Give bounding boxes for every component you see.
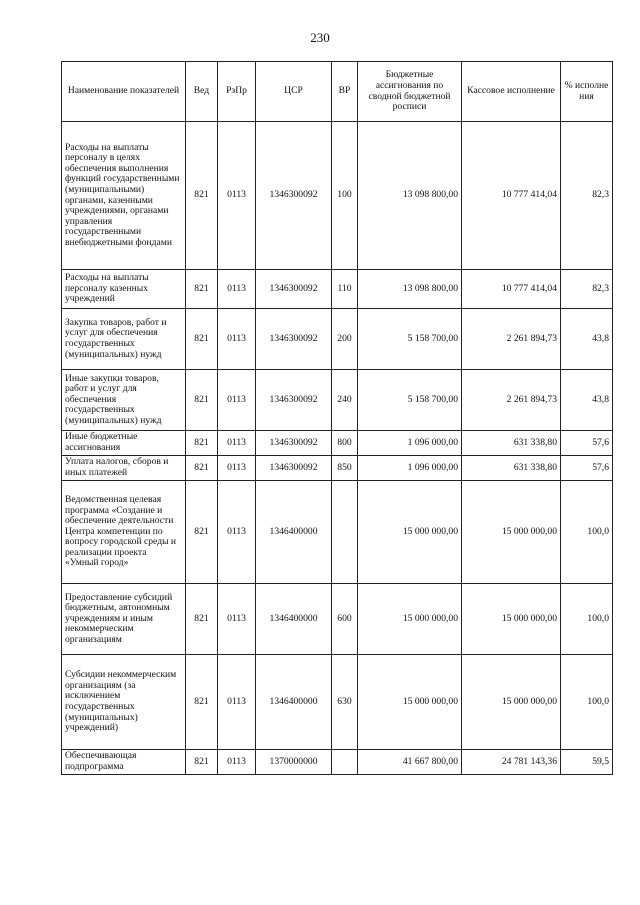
table-row — [62, 122, 613, 270]
cell-cash-execution: 15 000 000,00 — [462, 655, 561, 750]
cell-cash-execution: 2 261 894,73 — [462, 370, 561, 431]
cell-percent: 59,5 — [561, 750, 613, 775]
cell-rzpr: 0113 — [218, 431, 256, 456]
table-header-row — [62, 62, 613, 122]
table-row — [62, 584, 613, 655]
cell-name: Ведомственная целевая программа «Создание и обеспечение деятельности Центра компетенции по вопросу городской среды и реализации проекта «Умный город» — [62, 481, 186, 584]
budget-execution-table — [61, 61, 613, 775]
header-csr: ЦСР — [256, 62, 332, 122]
cell-ved: 821 — [186, 309, 218, 370]
cell-rzpr: 0113 — [218, 481, 256, 584]
cell-cash-execution: 2 261 894,73 — [462, 309, 561, 370]
cell-name: Предоставление субсидий бюджетным, автономным учреждениям и иным некоммерческим организациям — [62, 584, 186, 655]
cell-name: Расходы на выплаты персоналу казенных учреждений — [62, 270, 186, 309]
cell-cash-execution: 631 338,80 — [462, 456, 561, 481]
cell-rzpr: 0113 — [218, 122, 256, 270]
cell-name: Субсидии некоммерческим организациям (за исключением государственных (муниципальных) учреждений) — [62, 655, 186, 750]
cell-percent: 57,6 — [561, 456, 613, 481]
cell-percent: 43,8 — [561, 309, 613, 370]
page-number: 230 — [310, 30, 330, 45]
cell-csr: 1346400000 — [256, 481, 332, 584]
cell-ved: 821 — [186, 481, 218, 584]
cell-cash-execution: 631 338,80 — [462, 431, 561, 456]
cell-ved: 821 — [186, 584, 218, 655]
cell-cash-execution: 15 000 000,00 — [462, 584, 561, 655]
table-row — [62, 655, 613, 750]
cell-name: Расходы на выплаты персоналу в целях обеспечения выполнения функций государственными (муниципальными) органами, казенными учреждениями, органами управления государственными внебюджетными фондами — [62, 122, 186, 270]
cell-assignments: 15 000 000,00 — [358, 655, 462, 750]
cell-assignments: 1 096 000,00 — [358, 431, 462, 456]
cell-ved: 821 — [186, 456, 218, 481]
header-cash-execution: Кассовое исполнение — [462, 62, 561, 122]
header-percent: % исполне ния — [561, 62, 613, 122]
cell-rzpr: 0113 — [218, 370, 256, 431]
cell-name: Иные закупки товаров, работ и услуг для обеспечения государственных (муниципальных) нужд — [62, 370, 186, 431]
cell-vr: 240 — [332, 370, 358, 431]
cell-ved: 821 — [186, 270, 218, 309]
header-rzpr: РзПр — [218, 62, 256, 122]
table-row — [62, 309, 613, 370]
cell-ved: 821 — [186, 122, 218, 270]
cell-percent: 82,3 — [561, 122, 613, 270]
cell-assignments: 5 158 700,00 — [358, 309, 462, 370]
cell-rzpr: 0113 — [218, 270, 256, 309]
cell-csr: 1346300092 — [256, 456, 332, 481]
cell-ved: 821 — [186, 431, 218, 456]
cell-assignments: 5 158 700,00 — [358, 370, 462, 431]
table-row — [62, 270, 613, 309]
header-ved: Вед — [186, 62, 218, 122]
cell-rzpr: 0113 — [218, 456, 256, 481]
cell-csr: 1346300092 — [256, 370, 332, 431]
cell-csr: 1370000000 — [256, 750, 332, 775]
cell-cash-execution: 15 000 000,00 — [462, 481, 561, 584]
cell-vr — [332, 481, 358, 584]
cell-assignments: 15 000 000,00 — [358, 584, 462, 655]
cell-percent: 43,8 — [561, 370, 613, 431]
cell-csr: 1346300092 — [256, 309, 332, 370]
cell-csr: 1346300092 — [256, 270, 332, 309]
cell-vr — [332, 750, 358, 775]
cell-assignments: 15 000 000,00 — [358, 481, 462, 584]
cell-percent: 57,6 — [561, 431, 613, 456]
cell-percent: 82,3 — [561, 270, 613, 309]
table-row — [62, 456, 613, 481]
cell-cash-execution: 10 777 414,04 — [462, 270, 561, 309]
cell-csr: 1346400000 — [256, 655, 332, 750]
cell-vr: 800 — [332, 431, 358, 456]
cell-assignments: 1 096 000,00 — [358, 456, 462, 481]
cell-percent: 100,0 — [561, 655, 613, 750]
cell-name: Закупка товаров, работ и услуг для обеспечения государственных (муниципальных) нужд — [62, 309, 186, 370]
header-name: Наименование показателей — [62, 62, 186, 122]
cell-rzpr: 0113 — [218, 750, 256, 775]
cell-rzpr: 0113 — [218, 655, 256, 750]
table-row — [62, 370, 613, 431]
cell-vr: 110 — [332, 270, 358, 309]
cell-name: Иные бюджетные ассигнования — [62, 431, 186, 456]
cell-assignments: 41 667 800,00 — [358, 750, 462, 775]
cell-ved: 821 — [186, 750, 218, 775]
cell-vr: 200 — [332, 309, 358, 370]
cell-percent: 100,0 — [561, 584, 613, 655]
cell-assignments: 13 098 800,00 — [358, 122, 462, 270]
cell-csr: 1346300092 — [256, 122, 332, 270]
table-body — [62, 122, 613, 775]
table-row — [62, 750, 613, 775]
table-row — [62, 431, 613, 456]
header-vr: ВР — [332, 62, 358, 122]
cell-assignments: 13 098 800,00 — [358, 270, 462, 309]
cell-ved: 821 — [186, 370, 218, 431]
cell-csr: 1346300092 — [256, 431, 332, 456]
cell-vr: 850 — [332, 456, 358, 481]
cell-vr: 630 — [332, 655, 358, 750]
cell-vr: 600 — [332, 584, 358, 655]
cell-rzpr: 0113 — [218, 584, 256, 655]
table-row — [62, 481, 613, 584]
cell-name: Обеспечивающая подпрограмма — [62, 750, 186, 775]
cell-cash-execution: 10 777 414,04 — [462, 122, 561, 270]
cell-cash-execution: 24 781 143,36 — [462, 750, 561, 775]
cell-vr: 100 — [332, 122, 358, 270]
cell-rzpr: 0113 — [218, 309, 256, 370]
header-assignments: Бюджетные ассигнования по сводной бюджетной росписи — [358, 62, 462, 122]
cell-csr: 1346400000 — [256, 584, 332, 655]
cell-name: Уплата налогов, сборов и иных платежей — [62, 456, 186, 481]
cell-percent: 100,0 — [561, 481, 613, 584]
cell-ved: 821 — [186, 655, 218, 750]
